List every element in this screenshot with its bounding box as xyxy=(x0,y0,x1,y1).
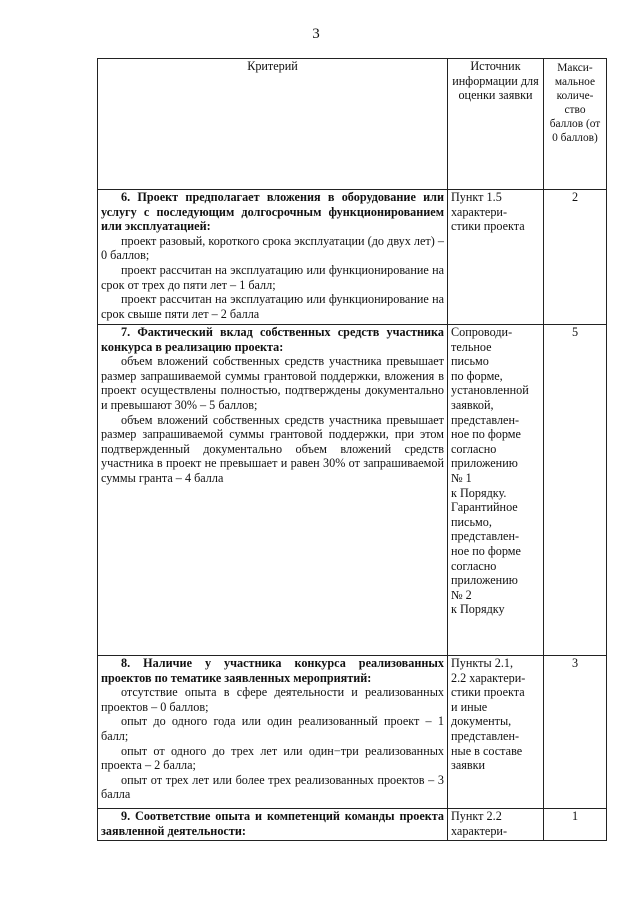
criterion-item: отсутствие опыта в сфере деятельности и реализованных проектов – 0 баллов; xyxy=(101,685,444,714)
source-line: к Порядку xyxy=(451,602,505,617)
criterion-item: объем вложений собственных средств участника превышает размер запрашиваемой суммы грантовой поддержки, вложения в проект осуществлены полностью, подтверждены документально и превышают 30% – 5 баллов; xyxy=(101,354,444,412)
score-cell: 2 xyxy=(544,190,607,325)
table-row xyxy=(98,656,607,809)
criterion-item: проект рассчитан на эксплуатацию или функционирование на срок свыше пяти лет – 2 балла xyxy=(101,292,444,321)
source-line: тельное xyxy=(451,339,492,354)
source-line: установленной xyxy=(451,383,529,398)
source-line: Пункты 2.1, xyxy=(451,656,514,670)
criterion-item: проект рассчитан на эксплуатацию или функционирование на срок от трех до пяти лет – 1 балл; xyxy=(101,262,444,292)
source-line: № 2 xyxy=(451,587,472,602)
source-line: Пункт 1.5 xyxy=(451,190,502,204)
criterion-item: опыт до одного года или один реализованный проект – 1 балл; xyxy=(101,714,444,743)
page-number: 3 xyxy=(312,26,320,42)
header-max-score: Макси-мальное количе-ство баллов (от 0 баллов) xyxy=(544,59,607,190)
source-line: № 1 xyxy=(451,470,472,485)
source-line: по форме, xyxy=(451,368,503,383)
source-line: заявкой, xyxy=(451,397,494,412)
source-line: к Порядку. xyxy=(451,485,507,500)
source-line: согласно xyxy=(451,558,497,573)
criterion-cell xyxy=(98,190,448,325)
source-cell xyxy=(448,190,544,325)
header-source: Источник информации для оценки заявки xyxy=(448,59,544,190)
source-line: заявки xyxy=(451,758,486,773)
table-row xyxy=(98,325,607,656)
source-line: согласно xyxy=(451,441,497,456)
source-line: представлен- xyxy=(451,728,520,743)
source-line: Гарантийное xyxy=(451,500,518,515)
source-cell xyxy=(448,656,544,809)
score-cell: 3 xyxy=(544,656,607,809)
header-criterion: Критерий xyxy=(98,59,448,190)
criterion-title: 6. Проект предполагает вложения в оборудование или услугу с последующим долгосрочным функционированием или эксплуатацией: xyxy=(101,190,444,234)
source-cell xyxy=(448,325,544,656)
source-line: стики проекта xyxy=(451,219,525,234)
table-row xyxy=(98,190,607,325)
table-row xyxy=(98,809,607,841)
criterion-title: 8. Наличие у участника конкурса реализованных проектов по тематике заявленных мероприятий: xyxy=(101,656,444,685)
criterion-title: 7. Фактический вклад собственных средств участника конкурса в реализацию проекта: xyxy=(101,325,444,354)
source-line: 2.2 характери- xyxy=(451,670,526,685)
table-header-row xyxy=(98,59,607,190)
source-line: письмо xyxy=(451,354,489,369)
source-line: Пункт 2.2 xyxy=(451,809,502,823)
source-line: стики проекта xyxy=(451,685,525,700)
source-line: представлен- xyxy=(451,412,520,427)
source-line: приложению xyxy=(451,456,518,471)
criterion-cell xyxy=(98,656,448,809)
score-cell: 5 xyxy=(544,325,607,656)
criterion-cell xyxy=(98,809,448,841)
source-line: ное по форме xyxy=(451,427,521,442)
source-line: и иные xyxy=(451,699,488,714)
criterion-item: проект разовый, короткого срока эксплуатации (до двух лет) – 0 баллов; xyxy=(101,233,444,263)
criterion-title: 9. Соответствие опыта и компетенций команды проекта заявленной деятельности: xyxy=(101,809,444,838)
source-line: документы, xyxy=(451,714,512,729)
source-line: представлен- xyxy=(451,529,520,544)
criterion-item: опыт от одного до трех лет или один−три реализованных проекта – 2 балла; xyxy=(101,743,444,773)
source-line: ные в составе xyxy=(451,743,523,758)
criterion-cell xyxy=(98,325,448,656)
source-line: характери- xyxy=(451,823,508,838)
criterion-item: опыт от трех лет или более трех реализованных проектов – 3 балла xyxy=(101,772,444,802)
source-line: письмо, xyxy=(451,514,492,529)
score-cell: 1 xyxy=(544,809,607,841)
source-line: приложению xyxy=(451,573,518,588)
criterion-item: объем вложений собственных средств участника превышает размер запрашиваемой суммы грантовой поддержки, при этом подтвержденный документально объем вложений средств участника в проект не превышает и равен 30% от запрашиваемой суммы гранта – 4 балла xyxy=(101,412,444,485)
source-line: ное по форме xyxy=(451,543,521,558)
source-line: характери- xyxy=(451,204,508,219)
source-cell xyxy=(448,809,544,841)
source-line: Сопроводи- xyxy=(451,325,513,339)
criteria-table xyxy=(97,58,607,841)
